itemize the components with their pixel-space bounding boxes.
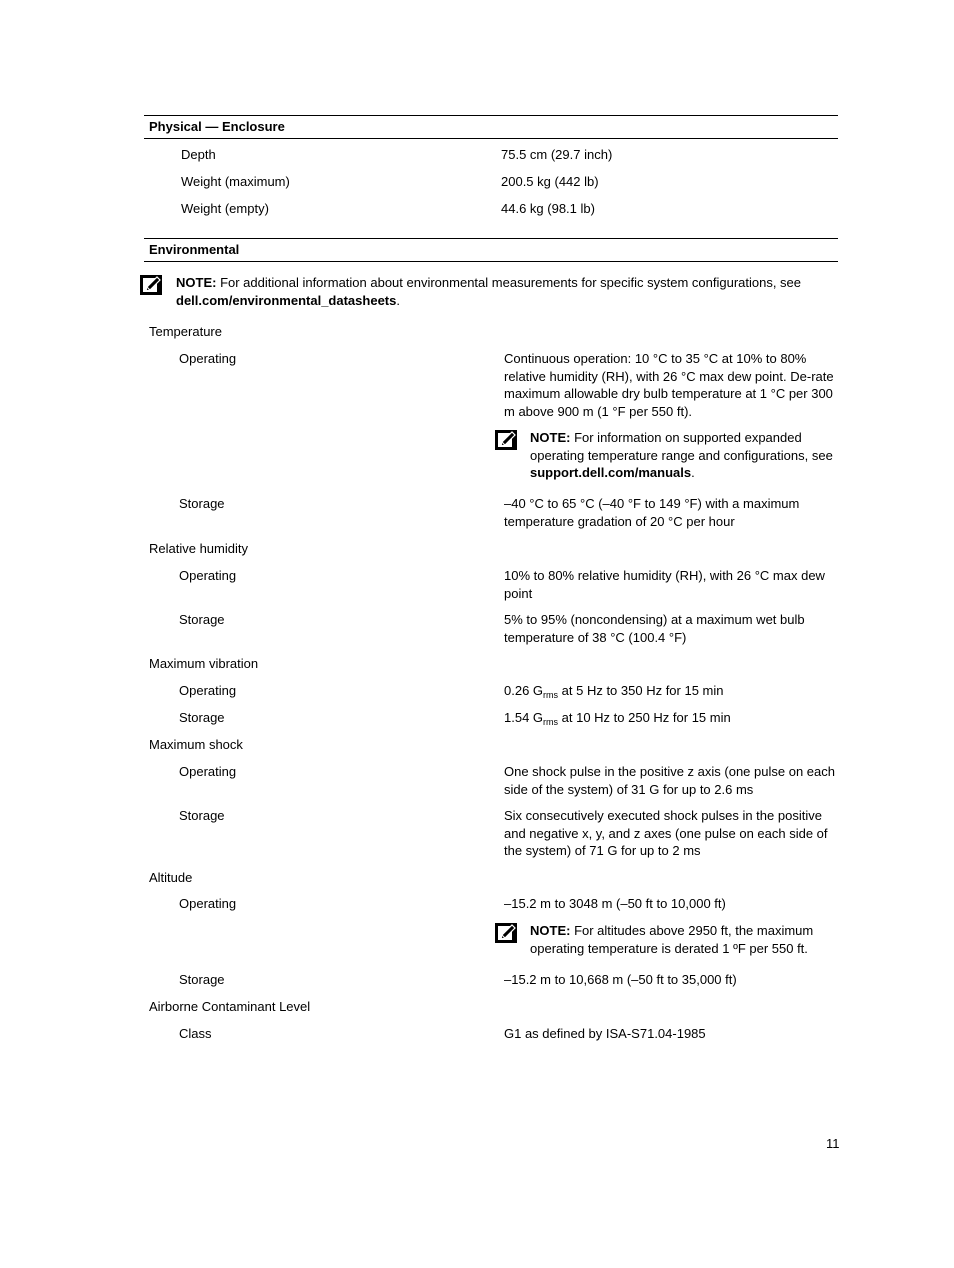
shock-storage-value: Six consecutively executed shock pulses in the positive and negative x, y, and z axes (one pulse on each side of the system) of 71 G for up to 2 ms: [504, 808, 828, 858]
weight-max-label: Weight (maximum): [181, 174, 290, 189]
environmental-note: [140, 274, 820, 309]
vibration-heading: Maximum vibration: [149, 656, 259, 671]
depth-label: Depth: [181, 147, 216, 162]
note-body: For additional information about environmental measurements for specific system configurations, see: [216, 275, 802, 290]
altitude-operating-value: –15.2 m to 3048 m (–50 ft to 10,000 ft): [504, 896, 726, 911]
altitude-storage-label: Storage: [179, 972, 225, 987]
vibration-operating-label: Operating: [179, 683, 237, 698]
shock-operating-value: One shock pulse in the positive z axis (one pulse on each side of the system) of 31 G for up to 2.6 ms: [504, 764, 835, 797]
temperature-storage-label: Storage: [179, 496, 225, 511]
altitude-heading: Altitude: [149, 870, 193, 885]
temperature-heading: Temperature: [149, 324, 222, 339]
vibration-storage-sub: rms: [543, 717, 559, 727]
temperature-operating-value: Continuous operation: 10 °C to 35 °C at 10% to 80% relative humidity (RH), with 26 °C max dew point. De-rate maximum allowable dry bulb temperature at 1 °C per 300 m above 900 m (1 °F per 550 ft).: [504, 351, 834, 419]
temperature-note: [495, 429, 838, 482]
vibration-storage-label: Storage: [179, 710, 225, 725]
note-pencil-icon: [140, 275, 162, 295]
vibration-storage-b: at 10 Hz to 250 Hz for 15 min: [558, 710, 731, 725]
depth-value: 75.5 cm (29.7 inch): [501, 147, 613, 162]
humidity-storage-value: 5% to 95% (noncondensing) at a maximum wet bulb temperature of 38 °C (100.4 °F): [504, 612, 805, 645]
temperature-note-text: [530, 429, 838, 482]
altitude-note: [495, 922, 838, 957]
humidity-heading: Relative humidity: [149, 541, 248, 556]
section-header-environmental: Environmental: [144, 238, 838, 262]
temperature-storage-value: –40 °C to 65 °C (–40 °F to 149 °F) with a maximum temperature gradation of 20 °C per hour: [504, 496, 800, 529]
note-suffix: .: [691, 465, 695, 480]
vibration-operating-b: at 5 Hz to 350 Hz for 15 min: [558, 683, 724, 698]
vibration-storage-value: [504, 709, 838, 727]
temperature-operating-label: Operating: [179, 351, 237, 366]
contaminant-heading: Airborne Contaminant Level: [149, 999, 311, 1014]
note-prefix: NOTE:: [530, 430, 571, 445]
contaminant-class-value: G1 as defined by ISA-S71.04-1985: [504, 1026, 706, 1041]
weight-empty-value: 44.6 kg (98.1 lb): [501, 201, 595, 216]
shock-heading: Maximum shock: [149, 737, 243, 752]
note-prefix: NOTE:: [530, 923, 571, 938]
note-prefix: NOTE:: [176, 275, 217, 290]
shock-operating-label: Operating: [179, 764, 237, 779]
altitude-storage-value: –15.2 m to 10,668 m (–50 ft to 35,000 ft): [504, 972, 737, 987]
page-number: 11: [826, 1136, 840, 1151]
note-body: For information on supported expanded operating temperature range and configurations, see: [530, 430, 833, 463]
vibration-operating-value: [504, 682, 838, 700]
contaminant-class-label: Class: [179, 1026, 212, 1041]
note-link[interactable]: support.dell.com/manuals: [530, 465, 692, 480]
humidity-storage-label: Storage: [179, 612, 225, 627]
section-header-physical-enclosure: Physical — Enclosure: [144, 115, 838, 139]
altitude-operating-label: Operating: [179, 896, 237, 911]
shock-storage-label: Storage: [179, 808, 225, 823]
environmental-note-text: [176, 274, 820, 309]
humidity-operating-label: Operating: [179, 568, 237, 583]
altitude-note-text: [530, 922, 825, 957]
note-body: For altitudes above 2950 ft, the maximum operating temperature is derated 1 ºF per 550 ft.: [530, 923, 814, 956]
note-link[interactable]: dell.com/environmental_datasheets: [176, 292, 397, 308]
vibration-operating-a: 0.26 G: [504, 683, 544, 698]
note-pencil-icon: [495, 430, 517, 450]
note-pencil-icon: [495, 923, 517, 943]
vibration-storage-a: 1.54 G: [504, 710, 544, 725]
note-suffix: .: [396, 292, 400, 308]
vibration-operating-sub: rms: [543, 690, 559, 700]
weight-empty-label: Weight (empty): [181, 201, 269, 216]
humidity-operating-value: 10% to 80% relative humidity (RH), with 26 °C max dew point: [504, 568, 825, 601]
weight-max-value: 200.5 kg (442 lb): [501, 174, 599, 189]
